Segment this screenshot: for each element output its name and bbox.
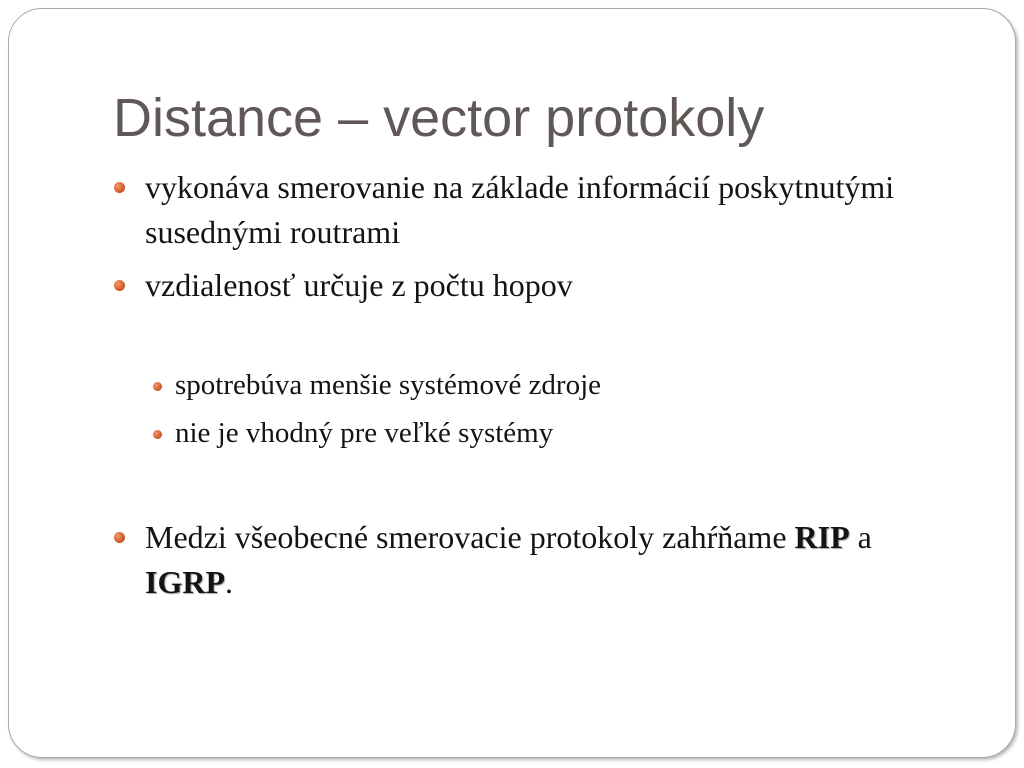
slide-title: Distance – vector protokoly xyxy=(113,88,765,148)
bullet-text xyxy=(145,519,872,600)
sub-bullet-item xyxy=(175,361,930,409)
bullet-text-part: a xyxy=(849,519,872,555)
protocol-name-igrp: IGRP xyxy=(145,564,225,600)
bullet-text-part: . xyxy=(225,564,233,600)
sub-bullet-dot-icon xyxy=(153,430,162,439)
sub-bullet-text: nie je vhodný pre veľké systémy xyxy=(175,417,554,449)
sub-bullet-list xyxy=(145,361,930,457)
protocol-name-rip: RIP xyxy=(794,519,850,555)
bullet-text: vzdialenosť určuje z počtu hopov xyxy=(145,267,573,303)
bullet-list xyxy=(145,165,930,605)
sub-bullet-text: spotrebúva menšie systémové zdroje xyxy=(175,369,602,401)
bullet-dot-icon xyxy=(114,280,125,291)
bullet-item xyxy=(145,515,930,605)
sub-bullet-item xyxy=(175,409,930,457)
bullet-item xyxy=(145,263,930,457)
bullet-dot-icon xyxy=(114,532,125,543)
sub-bullet-dot-icon xyxy=(153,382,162,391)
bullet-text-part: Medzi všeobecné smerovacie protokoly zahŕňame xyxy=(145,519,795,555)
bullet-text: vykonáva smerovanie na základe informácií poskytnutými susednými routrami xyxy=(145,169,895,250)
bullet-item xyxy=(145,165,930,255)
bullet-dot-icon xyxy=(114,182,125,193)
